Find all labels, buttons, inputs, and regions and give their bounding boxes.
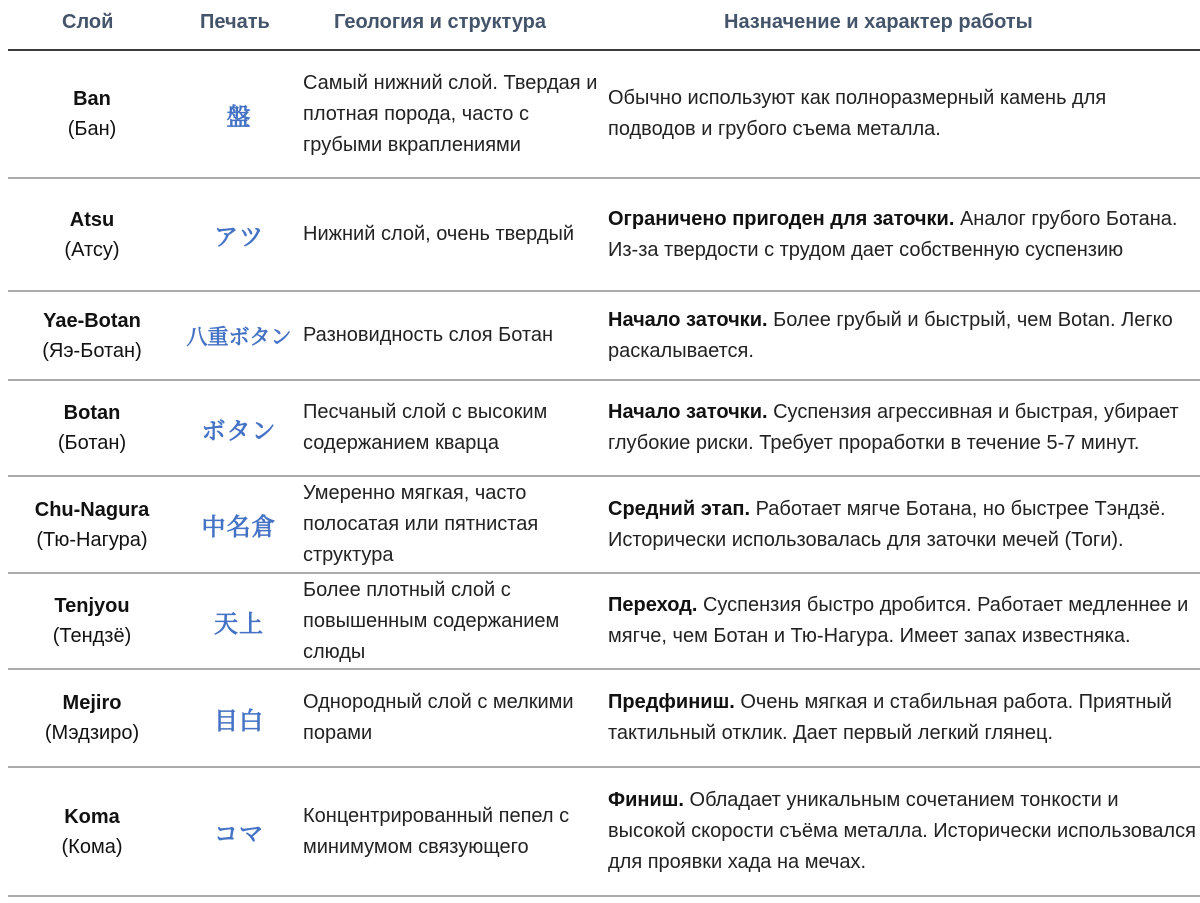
table-row [8, 51, 1200, 179]
purpose-text: Финиш. Обладает уникальным сочетанием тонкости и высокой скорости съёма металла. Исторически использовался для проявки хада на мечах. [608, 789, 1196, 873]
purpose-text: Начало заточки. Суспензия агрессивная и быстрая, убирает глубокие риски. Требует проработки в течение 5-7 минут. [608, 401, 1179, 454]
purpose-text: Обычно используют как полноразмерный камень для подводов и грубого съема металла. [608, 87, 1107, 140]
purpose-bold: Средний этап. [608, 497, 751, 520]
purpose-bold: Начало заточки. [608, 308, 768, 331]
seal-kanji: 目白 [214, 707, 264, 735]
layer-name-en: Chu-Nagura [34, 498, 150, 521]
layer-name-ru: (Тю-Нагура) [36, 528, 148, 551]
layer-name-ru: (Мэдзиро) [44, 722, 140, 744]
seal-kanji: コマ [214, 821, 264, 848]
geology-text: Однородный слой с мелкими порами [303, 691, 574, 744]
header-seal: Печать [200, 11, 270, 33]
table-row [8, 292, 1200, 381]
layer-name-en: Tenjyou [54, 595, 130, 617]
purpose-text: Ограничено пригоден для заточки. Аналог грубого Ботана. Из-за твердости с трудом дает собственную суспензию [608, 207, 1178, 261]
purpose-bold: Предфиниш. [608, 691, 735, 713]
purpose-bold: Ограничено пригоден для заточки. [608, 207, 955, 230]
purpose-text: Переход. Суспензия быстро дробится. Работает медленнее и мягче, чем Ботан и Тю-Нагура. Имеет запах известняка. [608, 594, 1189, 647]
whetstone-layers-table [8, 0, 1200, 897]
layer-name-ru: (Атсу) [64, 238, 120, 261]
layer-name-en: Botan [63, 402, 121, 424]
layer-name-en: Koma [64, 805, 120, 828]
layer-name-en: Mejiro [62, 692, 122, 714]
layer-name-ru: (Ботан) [57, 432, 127, 454]
geology-text: Самый нижний слой. Твердая и плотная порода, часто с грубыми вкраплениями [303, 71, 598, 156]
geology-text: Более плотный слой с повышенным содержанием слюды [303, 578, 560, 663]
table-row [8, 381, 1200, 477]
purpose-bold: Финиш. [608, 789, 684, 811]
geology-text: Нижний слой, очень твердый [303, 223, 575, 245]
geology-text: Разновидность слоя Ботан [303, 324, 553, 346]
purpose-bold: Переход. [608, 594, 698, 616]
purpose-text: Предфиниш. Очень мягкая и стабильная работа. Приятный тактильный отклик. Дает первый легкий глянец. [608, 691, 1172, 744]
purpose-text: Средний этап. Работает мягче Ботана, но быстрее Тэндзё. Исторически использовалась для заточки мечей (Тоги). [608, 497, 1166, 551]
seal-kanji: アツ [214, 224, 264, 251]
seal-kanji: 中名倉 [201, 514, 277, 541]
table-row [8, 670, 1200, 768]
seal-kanji: 盤 [226, 103, 252, 131]
geology-text: Умеренно мягкая, часто полосатая или пятнистая структура [303, 482, 539, 566]
header-purpose: Назначение и характер работы [724, 11, 1033, 33]
table-row [8, 179, 1200, 292]
table-row [8, 768, 1200, 897]
table-row [8, 574, 1200, 670]
seal-kanji: ボタン [201, 417, 277, 445]
purpose-bold: Начало заточки. [608, 401, 768, 423]
header-layer: Слой [62, 11, 114, 33]
geology-text: Концентрированный пепел с минимумом связующего [303, 804, 570, 858]
seal-kanji: 八重ボタン [186, 325, 292, 349]
seal-kanji: 天上 [214, 610, 264, 638]
layer-name-en: Atsu [69, 208, 115, 231]
table-header [8, 0, 1200, 51]
layer-name-ru: (Яэ-Ботан) [42, 339, 142, 362]
layer-name-ru: (Тендзё) [52, 625, 132, 647]
table-row [8, 477, 1200, 574]
purpose-text: Начало заточки. Более грубый и быстрый, чем Botan. Легко раскалывается. [608, 308, 1173, 362]
layer-name-ru: (Кома) [61, 835, 123, 858]
layer-name-en: Ban [73, 88, 111, 110]
layer-name-ru: (Бан) [67, 118, 117, 140]
layer-name-en: Yae-Botan [43, 309, 141, 332]
header-geology: Геология и структура [334, 11, 547, 33]
geology-text: Песчаный слой с высоким содержанием кварца [303, 401, 548, 454]
